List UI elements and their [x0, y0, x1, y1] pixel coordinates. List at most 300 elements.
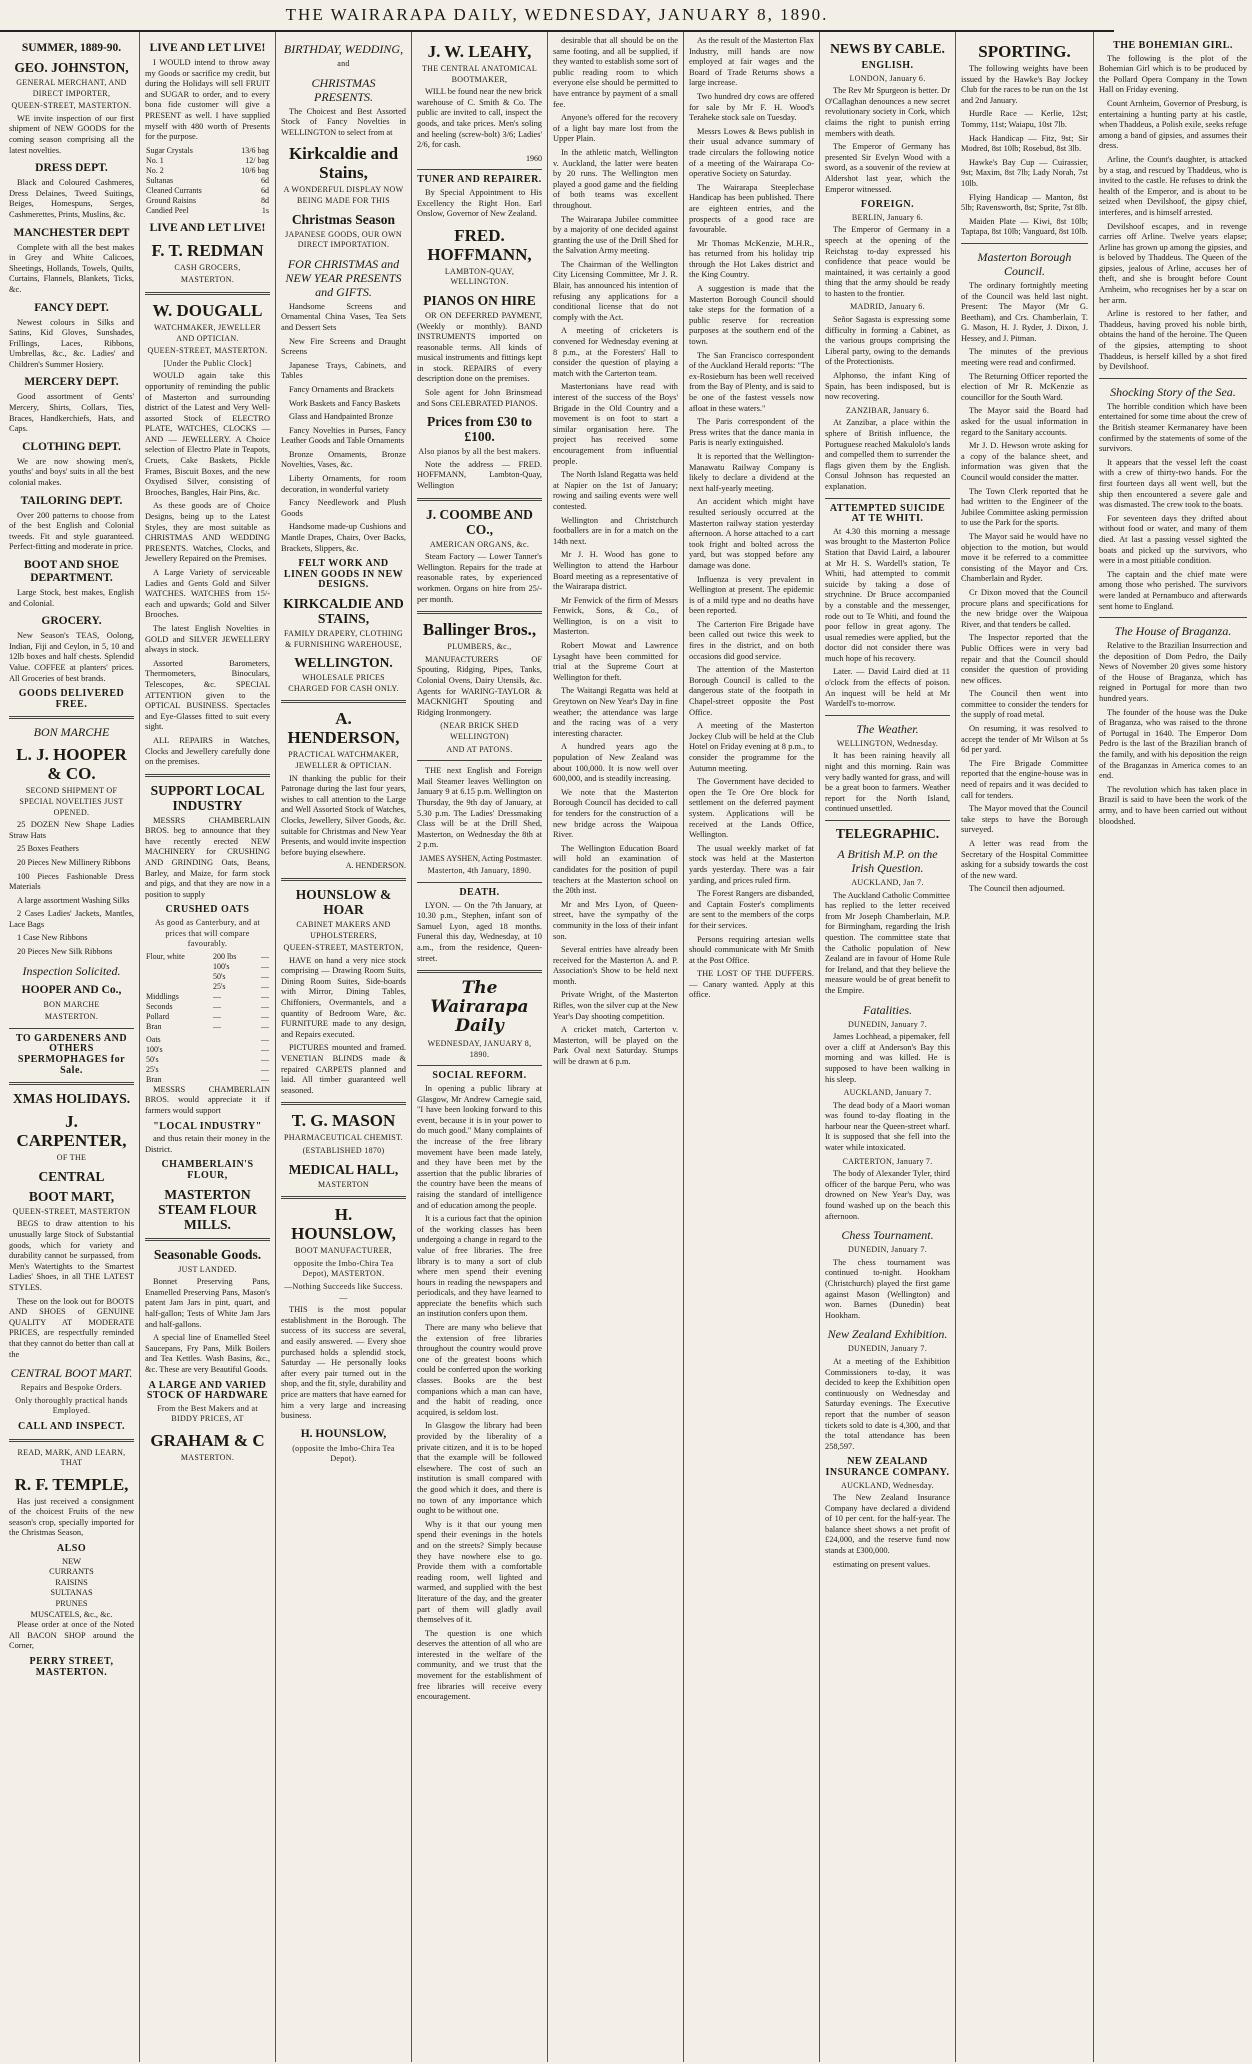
table-cell: 100's	[212, 961, 230, 971]
table-row	[145, 982, 270, 992]
paper-title: The Wairarapa Daily	[430, 978, 529, 1037]
fatal-text: The dead body of a Maori woman was found to-day floating in the harbour near the Queen-street wharf. It is supposed that she fell into the water while intoxicated.	[825, 1100, 950, 1153]
chess-text: The chess tournament was continued to-night. Hookham (Christchurch) played the first game against Mason (Wellington) and won. Barnes (Dunedin) beat Hookham.	[825, 1257, 950, 1320]
divider	[417, 760, 542, 761]
steam-mills: MASTERTON STEAM FLOUR MILLS.	[158, 1186, 257, 1232]
dateline: MADRID, January 6.	[850, 302, 925, 312]
list-item: Fancy Needlework and Plush Goods	[281, 498, 406, 518]
list-item: Handsome made-up Cushions and Mantle Drapes, Chairs, Over Backs, Brackets, Slippers, &c.	[281, 522, 406, 553]
family-drapery: FAMILY DRAPERY, CLOTHING & FURNISHING WAREHOUSE,	[284, 629, 403, 649]
dougall-sub: WATCHMAKER, JEWELLER AND OPTICIAN.	[154, 322, 261, 343]
table-cell	[145, 962, 212, 972]
list-item: Fancy Ornaments and Brackets	[289, 384, 394, 394]
cable-heading: NEWS BY CABLE.	[830, 41, 945, 56]
council-item: The Inspector reported that the Public Offices were in very bad repair and that the Council should consider the question of providing new offices.	[961, 633, 1088, 685]
crushed-note: As good as Canterbury, and at prices that will compare favourably.	[154, 918, 261, 949]
divider	[825, 820, 950, 821]
free-delivery: GOODS DELIVERED FREE.	[18, 688, 125, 710]
boot-text-2: These on the look out for BOOTS AND SHOES of GENUINE QUALITY AT MODERATE PRICES, are respectfully reminded that they cannot do better than call at the	[9, 1296, 134, 1359]
support-heading: SUPPORT LOCAL INDUSTRY	[150, 782, 265, 813]
editorial-cont: A meeting of cricketers is convened for Wednesday evening at 8 p.m., at the Foresters' Hall to consider the question of playing a match with the Carterton team.	[553, 326, 678, 378]
table-cell: —	[261, 1044, 269, 1054]
table-cell: 200 lbs	[212, 951, 237, 961]
weather-heading: The Weather.	[856, 721, 919, 736]
dept-title: BOOT AND SHOE DEPARTMENT.	[23, 559, 119, 584]
list-item: Fancy Novelties in Purses, Fancy Leather Goods and Table Ornaments	[281, 425, 406, 446]
editorial-para: It is a curious fact that the opinion of the working classes has been undergoing a change in regard to the value of free libraries. The free library is to many a sort of club where men spend their evening hours in reading the newspapers and periodicals, and they have learned to appreciate the benefits which such an institution confers upon them.	[417, 1214, 542, 1319]
divider	[9, 1082, 134, 1085]
news-para: It is reported that the Wellington-Manawatu Railway Company is likely to declare a dividend at the next half-yearly meeting.	[689, 451, 814, 493]
divider	[417, 970, 542, 973]
temple-foot: Please order at once of the Noted All BACON SHOP around the Corner,	[9, 1620, 134, 1651]
insurance-foot: estimating on present values.	[833, 1559, 931, 1569]
column-1	[4, 32, 140, 2062]
kirkcaldie-2: KIRKCALDIE AND STAINS,	[283, 596, 404, 626]
gardeners-notice: TO GARDENERS AND OTHERS SPERMOPHAGES for Sale.	[15, 1032, 128, 1076]
table-cell: Bran	[146, 1074, 162, 1084]
tuner-text: By Special Appointment to His Excellency the Right Hon. Earl Onslow, Governor of New Zealand.	[417, 187, 542, 219]
boot-text: THIS is the most popular establishment in the Borough. The success of its success are several, and easily answered. — Every shoe purchased holds a splendid stock, Saturday — He personally looks after every pair turned out in the shop, and the fit, style, durability and price are matters that have earned for him a very large and increasing business.	[281, 1305, 406, 1421]
boot-manufacturer: BOOT MANUFACTURER,	[295, 1246, 392, 1256]
hounslow-name: H. HOUNSLOW,	[291, 1205, 396, 1244]
column-6	[684, 32, 820, 2062]
dougall-text: WOULD again take this opportunity of reminding the public of Masterton and surrounding district of the Latest and Very Well-assorted Stock of ELECTRO PLATE, WATCHES, CLOCKS — AND — JEWELLERY. A Choice selection of Electro Plate in Teapots, Cruets, Cake Baskets, Pickle Frames, Biscuit Boxes, and the new Oxydised Silver, consisting of Brooches, Bangles, Hair Pins, &c.	[145, 371, 270, 497]
insurance-heading: NEW ZEALAND INSURANCE COMPANY.	[825, 1456, 950, 1478]
braganza-heading: The House of Braganza.	[1114, 624, 1232, 639]
temple-name: R. F. TEMPLE,	[14, 1474, 129, 1494]
divider	[961, 243, 1088, 244]
masterton-label: MASTERTON.	[44, 1012, 99, 1022]
ballinger-sub: PLUMBERS, &c.,	[447, 642, 512, 652]
list-item: Handsome Screens and Ornamental China Vases, Tea Sets and Dessert Sets	[281, 301, 406, 332]
support-text: MESSRS CHAMBERLAIN BROS. beg to announce that they have recently erected NEW MACHINERY for CRUSHING AND GRINDING Oats, Beans, Barley, and Maize, for farm stock and pigs, and that they are now in a position to supply	[145, 815, 270, 899]
masthead-title: THE WAIRARAPA DAILY, WEDNESDAY, JANUARY 8, 1890.	[285, 5, 829, 24]
news-para: The Forest Rangers are disbanded, and Captain Foster's compliments are sent to the members of the corps for their services.	[689, 889, 814, 930]
divider	[9, 716, 134, 719]
tradesmen-note: Only thoroughly practical hands Employed.	[15, 1395, 128, 1416]
suicide-text-2: Later. — David Laird died at 11 o'clock from the effects of poison. An inquest will be held at Mr Wardell's to-morrow.	[825, 667, 950, 709]
bohemian-para: Devilshoof escapes, and in revenge carries off Arline. Twelve years elapse; Arline has grown up among the gipsies, and is beloved by Thaddeus. The Queen of the gipsies, jealous of Arline, accuses her of theft, and she is brought before Count Arnheim, who recognises her by a scar on her arm.	[1099, 221, 1247, 305]
dateline: BERLIN, January 6.	[851, 212, 924, 222]
dateline: LONDON, January 6.	[849, 73, 926, 83]
table-row	[145, 166, 270, 176]
table-row	[145, 206, 270, 216]
dateline: WELLINGTON, Wednesday.	[836, 738, 939, 748]
inspection-solicited: Inspection Solicited.	[22, 963, 121, 978]
call-inspect: CALL AND INSPECT.	[18, 1420, 125, 1432]
established: (ESTABLISHED 1870)	[302, 1146, 385, 1155]
coombe-text: Steam Factory — Lower Tanner's Wellington. Repairs for the trade at reasonable rates, by experienced workmen. Organs on hire from 25/- per month.	[417, 552, 542, 604]
column-2	[140, 32, 276, 2062]
news-para: Persons requiring artesian wells should communicate with Mr Smith at the Post Office.	[689, 934, 814, 965]
list-item: 20 Pieces New Silk Ribbons	[17, 947, 113, 957]
ballinger-address: (NEAR BRICK SHED WELLINGTON)	[440, 721, 519, 741]
table-cell: Oats	[146, 1034, 161, 1044]
death-heading: DEATH.	[459, 887, 500, 899]
council-item: The Fire Brigade Committee reported that the engine-house was in need of repairs and it was decided to call for tenders.	[961, 758, 1088, 800]
column-5	[548, 32, 684, 2062]
news-para: The usual weekly market of fat stock was held at the Masterton yards yesterday. There was a fair yarding, and prices ruled firm.	[689, 843, 814, 885]
dateline: ZANZIBAR, January 6.	[845, 405, 930, 415]
mason-name: T. G. MASON	[291, 1111, 396, 1131]
landed-text: Bonnet Preserving Pans, Enamelled Preserving Pans, Mason's patent Jam Jars in pint, quart, and half-gallon; Tests of White Jam Jars and half-gallons.	[145, 1277, 270, 1329]
council-item: The Council then adjourned.	[969, 884, 1065, 894]
dougall-address: QUEEN-STREET, MASTERTON.	[147, 346, 268, 356]
table-cell: Flour, white	[146, 951, 185, 961]
foreign-heading: FOREIGN.	[860, 199, 915, 211]
divider	[417, 169, 542, 170]
pictures-text: PICTURES mounted and framed. VENETIAN BLINDS made & repaired CARPETS planned and laid. All timber guaranteed well seasoned.	[281, 1043, 406, 1095]
shocking-para: The horrible condition which have been entertained for some time about the crew of the British steamer Kermanarey have been confirmed by the statements of some of the survivors.	[1099, 401, 1247, 454]
braganza-para: The revolution which has taken place in Brazil is said to have been the work of the army, and to have been carried out without bloodshed.	[1099, 784, 1247, 826]
table-cell: 8d	[261, 195, 269, 205]
news-para: THE LOST OF THE DUFFERS. — Canary wanted. Apply at this office.	[689, 969, 814, 1000]
table-cell: Pollard	[146, 1011, 170, 1021]
column-3	[276, 32, 412, 2062]
central-boot-mart: CENTRAL BOOT MART.	[10, 1366, 133, 1381]
table-cell: 50's	[212, 971, 226, 981]
table-row	[145, 1065, 270, 1075]
chamberlain-text: MESSRS CHAMBERLAIN BROS. would appreciate it if farmers would support	[145, 1084, 270, 1115]
editorial-cont: The Chairman of the Wellington City Licensing Committee, Mr J. R. Blair, has announced his intention of refusing any applications for a conditional license that do not comply with the Act.	[553, 259, 678, 322]
council-text: The ordinary fortnightly meeting of the Council was held last night. Present: The Mayor (Mr G. Beetham), and Crs. Chamberlain, T. G. Mason, H. J. Ryder, J. Dixon, J. Hessey, and J. Pitman.	[961, 280, 1088, 343]
fatal-text: The body of Alexander Tyler, third officer of the barque Peru, who was drowned on New Year's Day, was found washed up on the beach this afternoon.	[825, 1169, 950, 1221]
table-cell: 1s	[261, 205, 269, 215]
ballinger-text: MANUFACTURERS OF Spouting, Ridging, Pipes, Tanks, Colonial Ovens, Dairy Utensils, &c. Agents for WARING-TAYLOR & MACKNIGHT Spouting and Ridging Ironmongery.	[417, 654, 542, 717]
medical-hall: MEDICAL HALL,	[288, 1161, 399, 1177]
table-cell: Cleaned Currants	[146, 185, 202, 195]
table-cell: Middlings	[146, 991, 179, 1001]
sporting-heading: SPORTING.	[978, 42, 1071, 61]
news-para: Mr Fenwick of the firm of Messrs Fenwick, Sons, & Co., of Wellington, is on a visit to Masterton.	[553, 595, 678, 637]
graham-name: GRAHAM & C	[150, 1430, 265, 1450]
table-cell: —	[212, 1011, 221, 1021]
council-item: Cr Dixon moved that the Council procure plans and specifications for the new bridge over the Waipoua River, and that tenders be called.	[961, 587, 1088, 629]
dept-text: We are now showing men's, youths' and boys' suits in all the best colonial makes.	[9, 456, 134, 488]
table-cell: Seconds	[146, 1001, 173, 1011]
live-heading-2: LIVE AND LET LIVE!	[149, 221, 266, 234]
central-label: CENTRAL	[38, 1168, 105, 1184]
news-para: Robert Mowat and Lawrence Lysaght have been committed for trial at the Supreme Court at Wellington for theft.	[553, 641, 678, 682]
council-item: The minutes of the previous meeting were read and confirmed.	[961, 347, 1088, 368]
shocking-para: The captain and the chief mate were among those who perished. The survivors were landed at Pernambuco and afterwards sent home to England.	[1099, 569, 1247, 611]
list-item: A large assortment Washing Silks	[17, 895, 130, 905]
editorial-para: Why is it that our young men spend their evenings in the hotels and on the streets? Simply because they have nowhere else to go. Provide them with a comfortable reading room, well lighted and warmed, and supplied with the best literature of the day, and the greater part of them will gladly avail themselves of it.	[417, 1519, 542, 1625]
dateline: DUNEDIN, January 7.	[847, 1344, 928, 1354]
japanese-goods: JAPANESE GOODS, OUR OWN DIRECT IMPORTATION.	[285, 229, 402, 250]
irish-text: The Auckland Catholic Committee has replied to the letter received from Mr Joseph Chamberlain, M.P. for Birmingham, regarding the Irish question. The committee state that the Catholic population of New Zealand are in favour of Home Rule for Ireland, and that they believe the measure would be of great benefit to the Empire.	[825, 890, 950, 995]
dept-text: Black and Coloured Cashmeres, Dress Delaines, Tweed Suitings, Beiges, Homespuns, Serges, Cashmerettes, Prints, Muslins, &c.	[9, 178, 134, 219]
list-item: 100 Pieces Fashionable Dress Materials	[9, 871, 134, 892]
prices-sub: Also pianos by all the best makers.	[418, 447, 541, 457]
christmas-presents: CHRISTMAS PRESENTS.	[311, 75, 376, 104]
bon-marche-heading: BON MARCHE	[33, 725, 110, 740]
braganza-para: Relative to the Brazilian Insurrection and the deposition of Dom Pedro, the Daily News of November 20 gives some history of the House of Braganza, which has reigned in Portugal for more than two hundred years.	[1099, 641, 1247, 704]
news-para: Messrs Lowes & Bews publish in their usual advance summary of trade circulars the following notice of a meeting of the Wairarapa Co-operative Society on Saturday.	[689, 126, 814, 179]
table-row	[145, 146, 270, 156]
news-para: The North Island Regatta was held at Napier on the 1st of January; rowing and sailing events were well contested.	[553, 470, 678, 511]
dougall-text-4: The latest English Novelties in GOLD and SILVER JEWELLERY always in stock.	[145, 623, 270, 655]
read-mark: READ, MARK, AND LEARN, THAT	[17, 1447, 126, 1468]
table-cell: No. 1	[146, 155, 164, 165]
bohemian-para: Count Arnheim, Governor of Presburg, is entertaining a hunting party at his castle, when Thaddeus, a Polish exile, seeks refuge among a band of gipsies, and assumes their dress.	[1099, 98, 1247, 151]
divider	[417, 882, 542, 883]
pianos-text-2: Sole agent for John Brinsmead and Sons CELEBRATED PIANOS.	[417, 388, 542, 408]
table-row	[145, 1055, 270, 1065]
news-para: The Wairarapa Steeplechase Handicap has been published. There are eighteen entries, and the prospects of a good race are favourable.	[689, 182, 814, 235]
table-cell: 13/6 bag	[241, 145, 269, 155]
shocking-para: It appears that the vessel left the coast with a crew of thirty-two hands. For the first fourteen days all went well, but the ship then encountered a severe gale and was dismasted. The crew took to the boats.	[1099, 457, 1247, 510]
display-text: A WONDERFUL DISPLAY NOW BEING MADE FOR THIS	[283, 185, 404, 205]
spectacles-text: Assorted Barometers, Thermometers, Binoculars, Telescopes, &c. SPECIAL ATTENTION given to the OPTICAL BUSINESS. Spectacles and Eye-Glasses fitted to suit every sight.	[145, 658, 270, 732]
fruit-item: CURRANTS	[49, 1567, 94, 1577]
local-text: and thus retain their money in the District.	[145, 1134, 270, 1154]
suicide-heading: ATTEMPTED SUICIDE AT TE WHITI.	[829, 502, 946, 525]
news-para: The Government have decided to open the Te Ore Ore block for settlement on the deferred payment system. Applications will be received at the Lands Office, Wellington.	[689, 777, 814, 840]
news-para: Mastertonians have read with interest of the success of the Boys' Brigade in the Old Country and a movement is on foot to start a similar organisation here. The project has received some encouragement from influential people.	[553, 382, 678, 466]
live-heading: LIVE AND LET LIVE!	[149, 42, 266, 54]
table-row	[145, 196, 270, 206]
paper-date: WEDNESDAY, JANUARY 8, 1890.	[427, 1039, 532, 1059]
dougall-text-3: A Large Variety of serviceable Ladies and Gents Gold and Silver WATCHES. WATCHES from 15/- each and upwards; Gold and Silver Brooches.	[145, 568, 270, 620]
dept-text: Complete with all the best makes in Grey and White Calicoes, Sheetings, Hollands, Towels, Quilts, Curtains, Flannels, Blankets, Ticks, &c.	[9, 242, 134, 294]
table-row	[145, 1035, 270, 1045]
editorial-cont: In the athletic match, Wellington v. Auckland, the latter were beaten by 20 runs. The Wellington men played a good game and the fielding of both teams was excellent throughout.	[553, 147, 678, 210]
fruit-item: SULTANAS	[50, 1588, 93, 1598]
news-para: Mr J. H. Wood has gone to Wellington to attend the Harbour Board meeting as a representative of the Wairarapa district.	[553, 550, 678, 592]
cable-para: The Emperor of Germany in a speech at the opening of the Reichstag to-day expressed his confidence that peace would be maintained, it was certainly a good thing that the army should be ready to hasten to the frontier.	[825, 225, 950, 298]
braganza-para: The founder of the house was the Duke of Braganza, who was raised to the throne of Portugal in 1640. The Emperor Dom Pedro is the last of the Brazilian branch of the family, and with his deposition the reign of the Braganzas in America comes to an end.	[1099, 707, 1247, 781]
table-cell: 12/ bag	[245, 155, 269, 165]
flour-price-table	[145, 952, 270, 1032]
masthead	[0, 0, 1114, 32]
cable-para: The Rev Mr Spurgeon is better. Dr O'Callaghan denounces a new secret revolutionary society in Cork, which claims the right to punish erring members with death.	[825, 86, 950, 138]
ballinger-foot: AND AT PATONS.	[446, 744, 513, 754]
divider	[145, 1238, 270, 1241]
graham-address: MASTERTON.	[180, 1452, 235, 1462]
table-cell: —	[261, 1064, 269, 1074]
table-row	[145, 176, 270, 186]
list-item: 25 Boxes Feathers	[17, 844, 79, 854]
mason-sub: PHARMACEUTICAL CHEMIST.	[284, 1133, 403, 1143]
live-intro: I WOULD intend to throw away my Goods or sacrifice my credit, but during the Holidays will sell FRUIT and SUGAR to order, and to every bona fide customer will give a PRESENT as well. I have supplied myself with 480 worth of Presents for the purpose.	[145, 58, 270, 142]
just-landed: JUST LANDED.	[178, 1264, 237, 1274]
table-row	[145, 972, 270, 982]
column-8	[956, 32, 1094, 2062]
dept-title: MANCHESTER DEPT	[13, 226, 130, 239]
henderson-name: A. HENDERSON,	[287, 709, 400, 748]
temple-text: Has just received a consignment of the choicest Fruits of the new season's crop, specially imported for the Christmas Season,	[9, 1496, 134, 1538]
news-para: The Wellington Education Board will hold an examination of candidates for the position of pupil teachers at the Masterton school on the 20th inst.	[553, 843, 678, 896]
news-para: The Carterton Fire Brigade have been called out twice this week to fires in the district, and on both occasions did good service.	[689, 619, 814, 661]
council-item: The Mayor moved that the Council take steps to have the Borough surveyed.	[961, 804, 1088, 835]
fruit-item: MUSCATELS, &c., &c.	[30, 1609, 113, 1619]
boot-text: BEGS to draw attention to his unusually large Stock of Substantial goods, which for variety and durability cannot be surpassed, from Men's Watertights to the Smartest Ladies' Shoes, in all THE LATEST STYLES.	[9, 1219, 134, 1292]
column-9	[1094, 32, 1252, 2062]
table-cell: —	[212, 1021, 221, 1031]
dateline: AUCKLAND, January 7.	[843, 1088, 932, 1098]
wholesale-note: WHOLESALE PRICES CHARGED FOR CASH ONLY.	[288, 673, 399, 693]
council-item: The Town Clerk reported that he had written to the Engineer of the Jubilee Committee asking permission to use the Park for the sports.	[961, 486, 1088, 528]
table-cell: 25's	[146, 1064, 159, 1074]
news-para: Several entries have already been received for the Masterton A. and P. Association's Show to be held next month.	[553, 945, 678, 986]
hounslow-foot: H. HOUNSLOW,	[300, 1427, 387, 1440]
irish-heading: A British M.P. on the Irish Question.	[837, 847, 938, 875]
also-label: ALSO	[56, 1543, 87, 1555]
council-item: The Returning Officer reported the election of Mr R. McKenzie as councillor for the South Ward.	[961, 371, 1088, 402]
divider	[825, 715, 950, 716]
notice-date: Masterton, 4th January, 1890.	[427, 866, 532, 876]
table-row	[145, 1002, 270, 1012]
exhibition-text: At a meeting of the Exhibition Commissioners to-day, it was decided to keep the Exhibition open continuously on Wednesday and Saturday evenings. The Executive report that the number of season tickets sold to date is 4,300, and that the total attendance has been 258,597.	[825, 1356, 950, 1451]
divider	[145, 774, 270, 777]
divider	[417, 1065, 542, 1066]
news-para: A suggestion is made that the Masterton Borough Council should take steps for the formation of a public reserve for recreation purposes at the southern end of the town.	[689, 284, 814, 347]
kirkcaldie-name: Kirkcaldie and Stains,	[288, 144, 399, 183]
news-para: Private Wright, of the Masterton Rifles, won the silver cup at the New Year's Day shooting competition.	[553, 990, 678, 1021]
leahy-sub: THE CENTRAL ANATOMICAL BOOTMAKER,	[421, 64, 538, 84]
table-cell: —	[261, 1021, 269, 1031]
news-para: Two hundred dry cows are offered for sale by Mr F. H. Wood's Teraheke stock sale on Tuesday.	[689, 91, 814, 123]
list-item: Japanese Trays, Cabinets, and Tables	[281, 360, 406, 381]
bohemian-para: Arline, the Count's daughter, is attacked by a stag, and rescued by Thaddeus, who is invited to the castle. He refuses to drink the health of the Emperor, and is about to be seized when Devilshoof, the gipsy chief, interferes, and is himself arrested.	[1099, 154, 1247, 217]
newspaper-page	[0, 32, 1247, 2062]
hounslow-sub: CABINET MAKERS AND UPHOLSTERERS,	[296, 919, 391, 940]
list-item: New Fire Screens and Draught Screens	[281, 336, 406, 357]
sport-intro: The following weights have been issued by the Hawke's Bay Jockey Club for the races to be run on the 1st and 2nd January.	[961, 64, 1088, 105]
editorial-cont: The Wairarapa Jubilee committee by a majority of one decided against granting the use of the Drill Shed for the Salvation Army meeting.	[553, 214, 678, 256]
council-item: The Mayor said he would have no objection to the motion, but would move it be referred to a committee consisting of the Mayor and Crs. Chamberlain and Ryder.	[961, 531, 1088, 584]
hooper-sub: SECOND SHIPMENT OF SPECIAL NOVELTIES JUST OPENED.	[19, 786, 124, 817]
news-para: A meeting of the Masterton Jockey Club will be held at the Club Hotel on Friday evening at 8 p.m., to consider the programme for the Autumn meeting.	[689, 721, 814, 773]
table-cell: Bran	[146, 1021, 162, 1031]
dept-title: FANCY DEPT.	[34, 301, 109, 314]
council-item: The Mayor said the Board had asked for the usual information in regard to the Sanitary accounts.	[961, 406, 1088, 437]
ballinger-name: Ballinger Bros.,	[422, 620, 537, 640]
birthday-heading: BIRTHDAY, WEDDING,	[283, 42, 404, 56]
for-christmas: FOR CHRISTMAS and NEW YEAR PRESENTS and GIFTS.	[285, 256, 402, 299]
fruit-item: NEW	[61, 1556, 82, 1566]
goods-list	[281, 302, 406, 554]
perry-street: PERRY STREET, MASTERTON.	[29, 1656, 114, 1678]
redman-sub: CASH GROCERS,	[174, 262, 241, 272]
hooper-name: L. J. HOOPER & CO.	[16, 745, 127, 784]
divider	[281, 700, 406, 703]
table-cell: —	[261, 981, 269, 991]
table-cell: 6d	[261, 185, 269, 195]
dateline: DUNEDIN, January 7.	[847, 1019, 928, 1029]
council-item: The Council then went into committee to consider the tenders for the supply of road metal.	[961, 689, 1088, 720]
divider	[281, 1102, 406, 1105]
fruit-item: PRUNES	[55, 1599, 88, 1609]
editorial-cont: Anyone's offered for the recovery of a light bay mare lost from the Upper Plain.	[553, 113, 678, 144]
johnston-location: QUEEN-STREET, MASTERTON.	[11, 101, 132, 111]
table-cell: —	[261, 951, 269, 961]
editorial-para: In opening a public library at Glasgow, Mr Andrew Carnegie said, "I have been looking forward to this event, because it is in your power to do much good." Many complaints of the increase of the free library movement have been made lately, and they have been met by the assertion that the public libraries of the country have been the means of raising the standard of intelligence and of education among the people.	[417, 1084, 542, 1210]
johnston-sub: GENERAL MERCHANT, AND DIRECT IMPORTER,	[16, 78, 127, 98]
cable-para: Alphonso, the infant King of Spain, has been indisposed, but is now recovering.	[825, 371, 950, 402]
news-para: We note that the Masterton Borough Council has decided to call for tenders for the construction of a new bridge across the Waipoua River.	[553, 787, 678, 840]
lambton-quay: LAMBTON-QUAY, WELLINGTON.	[444, 266, 515, 287]
mail-notice: THE next English and Foreign Mail Steamer leaves Wellington on January 9 at 6.15 p.m. Wellington on Thursday, the 9th day of January, at 5.30 p.m. The Ladies' Dressmaking Class will be at the Drill Shed, Masterton, on Wednesday the 8th at 2 p.m.	[417, 766, 542, 850]
list-item: Glass and Handpainted Bronze	[289, 412, 393, 422]
weight-line: Hurdle Race — Kerlie, 12st; Tommy, 11st; Waiapu, 10st 7lb.	[961, 109, 1088, 129]
divider	[9, 1439, 134, 1442]
council-item: A letter was read from the Secretary of the Hospital Committee asking for a subsidy towards the cost of the new ward.	[961, 839, 1088, 880]
list-item: 2 Cases Ladies' Jackets, Mantles, Lace Bags	[9, 909, 134, 929]
prices-heading: Prices from £30 to £100.	[426, 414, 533, 445]
oats-price-table	[145, 1035, 270, 1085]
dateline: AUCKLAND, Wednesday.	[841, 1480, 934, 1490]
table-cell: 6d	[261, 175, 269, 185]
landed-text-2: A special line of Enamelled Steel Saucepans, Fry Pans, Milk Boilers and Tea Kettles. Wash Basins, &c., &c. These are very Beautiful Goods.	[145, 1333, 270, 1374]
repairs-text: ALL REPAIRS in Watches, Clocks and Jewellery carefully done on the premises.	[145, 735, 270, 767]
council-item: On resuming, it was resolved to accept the tender of Mr Wilson at 5s 6d per yard.	[961, 724, 1088, 755]
table-cell: 25's	[212, 981, 226, 991]
dept-text: Large Stock, best makes, English and Colonial.	[9, 588, 134, 608]
table-row	[145, 1022, 270, 1032]
weight-line: Hack Handicap — Fitz, 9st; Sir Modred, 8st 10lb; Rosebud, 8st 3lb.	[961, 133, 1088, 154]
column-4	[412, 32, 548, 2062]
coombe-sub: AMERICAN ORGANS, &c.	[429, 539, 530, 549]
list-item: Liberty Ornaments, for room decoration, in wonderful variety	[281, 474, 406, 494]
local-industry: "LOCAL INDUSTRY"	[153, 1120, 262, 1132]
list-item: 20 Pieces New Millinery Ribbons	[17, 857, 131, 867]
exhibition-heading: New Zealand Exhibition.	[827, 1327, 948, 1342]
table-row	[145, 156, 270, 166]
wellington-label: WELLINGTON.	[294, 655, 393, 671]
table-cell: —	[261, 1034, 269, 1044]
hardware-text: From the Best Makers and at BIDDY PRICES, AT	[157, 1403, 258, 1424]
of-the: OF THE	[56, 1153, 87, 1163]
social-reform-heading: SOCIAL REFORM.	[432, 1070, 527, 1082]
dept-text: Over 200 patterns to choose from of the best English and Colonial tweeds. Fit and style guaranteed. Perfect-fitting and moderate in price.	[9, 510, 134, 552]
table-cell: —	[261, 1001, 269, 1011]
hooper-items	[9, 820, 134, 958]
table-cell: —	[261, 961, 269, 971]
table-cell: —	[212, 991, 221, 1001]
table-cell: —	[261, 1011, 269, 1021]
dept-title: GROCERY.	[41, 615, 102, 628]
fruit-item: RAISINS	[55, 1577, 88, 1587]
dougall-text-2: As these goods are of Choice Designs, being up to the Latest Styles, they are most suitable as CHRISTMAS AND WEDDING PRESENTS. Watches, Clocks, and Jewellery Repaired on the Premises.	[145, 501, 270, 564]
hounslow-hoar: HOUNSLOW & HOAR	[295, 886, 392, 917]
henderson-text: IN thanking the public for their Patronage during the last four years, wishes to call attention to the Large and Well Assorted Stock of Watches, Clocks, Jewellery, Silver Goods, &c. suitable for Christmas and New Year Presents, and would invite inspection before buying elsewhere.	[281, 773, 406, 857]
table-cell: —	[261, 971, 269, 981]
weight-line: Flying Handicap — Manton, 8st 5lb; Ravensworth, 8st; Sprite, 7st 8lb.	[961, 192, 1088, 213]
table-cell	[145, 972, 212, 982]
chamberlains-flour: CHAMBERLAIN'S FLOUR,	[161, 1159, 254, 1181]
list-item: 25 DOZEN New Shape Ladies Straw Hats	[9, 820, 134, 840]
hounslow-foot-2: (opposite the Imbo-Chira Tea Depot).	[292, 1443, 395, 1464]
queen-street: QUEEN-STREET, MASTERTON	[12, 1206, 131, 1216]
divider	[1099, 378, 1247, 379]
divider	[281, 1196, 406, 1199]
table-cell: —	[261, 991, 269, 1001]
news-para: As the result of the Masterton Flax Industry, mill hands are now employed at fair wages and the Board of Trade Returns shows a large increase.	[689, 36, 814, 88]
seasonable-heading: Seasonable Goods.	[153, 1246, 262, 1262]
news-para: An accident which might have resulted seriously occurred at the Masterton railway station yesterday afternoon. A horse attached to a cart took fright and bolted across the yard, but was stopped before any damage was done.	[689, 497, 814, 570]
dept-text: New Season's TEAS, Oolong, Indian, Fiji and Ceylon, in 5, 10 and 12lb boxes and half chests. Splendid Value. COFFEE at planters' prices. All Groceries of best brands.	[9, 631, 134, 683]
pianos-hire: PIANOS ON HIRE	[423, 292, 536, 308]
redman-town: MASTERTON.	[180, 275, 235, 285]
death-text: LYON. — On the 7th January, at 10.30 p.m., Stephen, infant son of Samuel Lyon, aged 18 months. Funeral this day, Wednesday, at 10 a.m., from the residence, Queen-street.	[417, 900, 542, 963]
editorial-para: The question is one which deserves the attention of all who are interested in the welfare of the community, and we trust that the movement for the establishment of free libraries will receive every encouragement.	[417, 1628, 542, 1702]
table-cell: —	[261, 1054, 269, 1064]
dougall-note: [Under the Public Clock]	[163, 358, 252, 368]
felt-work: FELT WORK AND LINEN GOODS IN NEW DESIGNS.	[283, 558, 404, 591]
henderson-sub: PRACTICAL WATCHMAKER, JEWELLER & OPTICIAN.	[288, 750, 399, 770]
